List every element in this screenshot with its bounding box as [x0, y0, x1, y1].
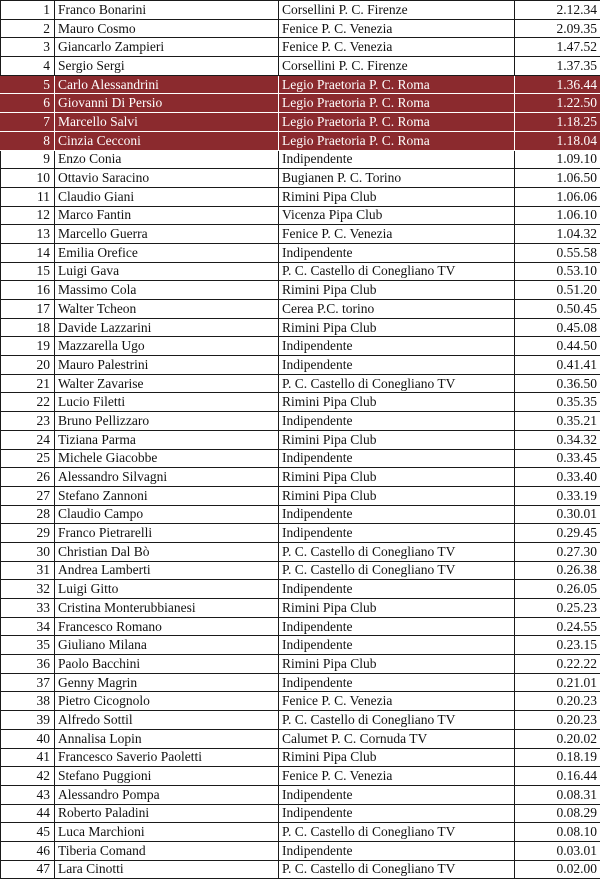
time-cell: 2.09.35 — [515, 19, 600, 38]
club-cell: P. C. Castello di Conegliano TV — [279, 860, 515, 879]
time-cell: 1.06.06 — [515, 187, 600, 206]
club-cell: Rimini Pipa Club — [279, 468, 515, 487]
time-cell: 0.22.22 — [515, 655, 600, 674]
time-cell: 1.18.25 — [515, 113, 600, 132]
club-cell: P. C. Castello di Conegliano TV — [279, 374, 515, 393]
rank-cell: 38 — [1, 692, 55, 711]
rank-cell: 12 — [1, 206, 55, 225]
name-cell: Roberto Paladini — [55, 804, 279, 823]
table-row — [1, 38, 600, 57]
table-row — [1, 150, 600, 169]
name-cell: Mauro Palestrini — [55, 356, 279, 375]
name-cell: Ottavio Saracino — [55, 169, 279, 188]
time-cell: 0.23.15 — [515, 636, 600, 655]
table-row — [1, 711, 600, 730]
table-row — [1, 75, 600, 94]
club-cell: Fenice P. C. Venezia — [279, 38, 515, 57]
rank-cell: 25 — [1, 449, 55, 468]
club-cell: Bugianen P. C. Torino — [279, 169, 515, 188]
time-cell: 0.21.01 — [515, 673, 600, 692]
time-cell: 1.47.52 — [515, 38, 600, 57]
rank-cell: 11 — [1, 187, 55, 206]
name-cell: Paolo Bacchini — [55, 655, 279, 674]
club-cell: Indipendente — [279, 804, 515, 823]
time-cell: 0.30.01 — [515, 505, 600, 524]
club-cell: P. C. Castello di Conegliano TV — [279, 262, 515, 281]
table-row — [1, 281, 600, 300]
time-cell: 0.44.50 — [515, 337, 600, 356]
rank-cell: 37 — [1, 673, 55, 692]
time-cell: 0.02.00 — [515, 860, 600, 879]
time-cell: 0.26.05 — [515, 580, 600, 599]
time-cell: 0.26.38 — [515, 561, 600, 580]
time-cell: 0.20.23 — [515, 692, 600, 711]
table-row — [1, 449, 600, 468]
name-cell: Walter Tcheon — [55, 300, 279, 319]
rank-cell: 7 — [1, 113, 55, 132]
rank-cell: 29 — [1, 524, 55, 543]
rank-cell: 5 — [1, 75, 55, 94]
club-cell: P. C. Castello di Conegliano TV — [279, 542, 515, 561]
name-cell: Lara Cinotti — [55, 860, 279, 879]
name-cell: Enzo Conia — [55, 150, 279, 169]
name-cell: Franco Pietrarelli — [55, 524, 279, 543]
club-cell: P. C. Castello di Conegliano TV — [279, 823, 515, 842]
time-cell: 0.51.20 — [515, 281, 600, 300]
rank-cell: 6 — [1, 94, 55, 113]
time-cell: 0.35.35 — [515, 393, 600, 412]
rank-cell: 20 — [1, 356, 55, 375]
time-cell: 0.08.10 — [515, 823, 600, 842]
club-cell: P. C. Castello di Conegliano TV — [279, 561, 515, 580]
club-cell: Rimini Pipa Club — [279, 486, 515, 505]
rank-cell: 34 — [1, 617, 55, 636]
table-row — [1, 486, 600, 505]
name-cell: Cinzia Cecconi — [55, 131, 279, 150]
name-cell: Carlo Alessandrini — [55, 75, 279, 94]
time-cell: 0.33.19 — [515, 486, 600, 505]
rank-cell: 26 — [1, 468, 55, 487]
name-cell: Genny Magrin — [55, 673, 279, 692]
table-row — [1, 94, 600, 113]
rank-cell: 36 — [1, 655, 55, 674]
table-row — [1, 337, 600, 356]
name-cell: Francesco Romano — [55, 617, 279, 636]
club-cell: Calumet P. C. Cornuda TV — [279, 729, 515, 748]
time-cell: 0.03.01 — [515, 841, 600, 860]
club-cell: Indipendente — [279, 580, 515, 599]
name-cell: Emilia Orefice — [55, 243, 279, 262]
table-row — [1, 300, 600, 319]
name-cell: Alfredo Sottil — [55, 711, 279, 730]
name-cell: Pietro Cicognolo — [55, 692, 279, 711]
time-cell: 1.37.35 — [515, 57, 600, 76]
time-cell: 0.41.41 — [515, 356, 600, 375]
name-cell: Mauro Cosmo — [55, 19, 279, 38]
club-cell: Legio Praetoria P. C. Roma — [279, 75, 515, 94]
table-row — [1, 131, 600, 150]
time-cell: 0.16.44 — [515, 767, 600, 786]
rank-cell: 19 — [1, 337, 55, 356]
club-cell: Fenice P. C. Venezia — [279, 692, 515, 711]
time-cell: 0.35.21 — [515, 412, 600, 431]
table-row — [1, 1, 600, 20]
name-cell: Marcello Guerra — [55, 225, 279, 244]
time-cell: 1.18.04 — [515, 131, 600, 150]
rank-cell: 31 — [1, 561, 55, 580]
time-cell: 0.33.40 — [515, 468, 600, 487]
club-cell: Corsellini P. C. Firenze — [279, 1, 515, 20]
club-cell: Rimini Pipa Club — [279, 748, 515, 767]
name-cell: Stefano Puggioni — [55, 767, 279, 786]
club-cell: Indipendente — [279, 449, 515, 468]
club-cell: Indipendente — [279, 524, 515, 543]
results-table-body — [1, 1, 600, 879]
table-row — [1, 412, 600, 431]
table-row — [1, 206, 600, 225]
table-row — [1, 356, 600, 375]
rank-cell: 32 — [1, 580, 55, 599]
rank-cell: 47 — [1, 860, 55, 879]
table-row — [1, 374, 600, 393]
table-row — [1, 225, 600, 244]
table-row — [1, 243, 600, 262]
table-row — [1, 468, 600, 487]
name-cell: Franco Bonarini — [55, 1, 279, 20]
time-cell: 0.55.58 — [515, 243, 600, 262]
table-row — [1, 187, 600, 206]
time-cell: 0.20.23 — [515, 711, 600, 730]
club-cell: Legio Praetoria P. C. Roma — [279, 94, 515, 113]
name-cell: Annalisa Lopin — [55, 729, 279, 748]
table-row — [1, 617, 600, 636]
club-cell: Cerea P.C. torino — [279, 300, 515, 319]
club-cell: Rimini Pipa Club — [279, 281, 515, 300]
name-cell: Alessandro Silvagni — [55, 468, 279, 487]
club-cell: Rimini Pipa Club — [279, 430, 515, 449]
club-cell: Rimini Pipa Club — [279, 318, 515, 337]
name-cell: Claudio Campo — [55, 505, 279, 524]
rank-cell: 2 — [1, 19, 55, 38]
rank-cell: 39 — [1, 711, 55, 730]
name-cell: Cristina Monterubbianesi — [55, 599, 279, 618]
name-cell: Luigi Gava — [55, 262, 279, 281]
table-row — [1, 262, 600, 281]
table-row — [1, 57, 600, 76]
time-cell: 1.36.44 — [515, 75, 600, 94]
table-row — [1, 636, 600, 655]
table-row — [1, 169, 600, 188]
time-cell: 0.53.10 — [515, 262, 600, 281]
rank-cell: 23 — [1, 412, 55, 431]
rank-cell: 30 — [1, 542, 55, 561]
table-row — [1, 561, 600, 580]
club-cell: Indipendente — [279, 841, 515, 860]
rank-cell: 1 — [1, 1, 55, 20]
name-cell: Bruno Pellizzaro — [55, 412, 279, 431]
table-row — [1, 767, 600, 786]
name-cell: Luigi Gitto — [55, 580, 279, 599]
table-row — [1, 655, 600, 674]
name-cell: Michele Giacobbe — [55, 449, 279, 468]
name-cell: Giancarlo Zampieri — [55, 38, 279, 57]
club-cell: Fenice P. C. Venezia — [279, 767, 515, 786]
time-cell: 1.04.32 — [515, 225, 600, 244]
rank-cell: 28 — [1, 505, 55, 524]
club-cell: Indipendente — [279, 785, 515, 804]
name-cell: Andrea Lamberti — [55, 561, 279, 580]
table-row — [1, 729, 600, 748]
time-cell: 1.06.50 — [515, 169, 600, 188]
table-row — [1, 505, 600, 524]
rank-cell: 43 — [1, 785, 55, 804]
rank-cell: 40 — [1, 729, 55, 748]
club-cell: Rimini Pipa Club — [279, 655, 515, 674]
club-cell: Indipendente — [279, 150, 515, 169]
name-cell: Walter Zavarise — [55, 374, 279, 393]
rank-cell: 17 — [1, 300, 55, 319]
club-cell: Rimini Pipa Club — [279, 187, 515, 206]
name-cell: Davide Lazzarini — [55, 318, 279, 337]
name-cell: Luca Marchioni — [55, 823, 279, 842]
name-cell: Alessandro Pompa — [55, 785, 279, 804]
time-cell: 1.09.10 — [515, 150, 600, 169]
table-row — [1, 823, 600, 842]
rank-cell: 35 — [1, 636, 55, 655]
rank-cell: 21 — [1, 374, 55, 393]
club-cell: Indipendente — [279, 412, 515, 431]
rank-cell: 24 — [1, 430, 55, 449]
time-cell: 0.45.08 — [515, 318, 600, 337]
table-row — [1, 430, 600, 449]
rank-cell: 13 — [1, 225, 55, 244]
time-cell: 0.24.55 — [515, 617, 600, 636]
time-cell: 0.20.02 — [515, 729, 600, 748]
rank-cell: 15 — [1, 262, 55, 281]
time-cell: 0.36.50 — [515, 374, 600, 393]
rank-cell: 14 — [1, 243, 55, 262]
rank-cell: 8 — [1, 131, 55, 150]
table-row — [1, 785, 600, 804]
rank-cell: 27 — [1, 486, 55, 505]
table-row — [1, 524, 600, 543]
name-cell: Lucio Filetti — [55, 393, 279, 412]
club-cell: Indipendente — [279, 636, 515, 655]
club-cell: Indipendente — [279, 337, 515, 356]
club-cell: Fenice P. C. Venezia — [279, 225, 515, 244]
time-cell: 0.34.32 — [515, 430, 600, 449]
club-cell: Vicenza Pipa Club — [279, 206, 515, 225]
club-cell: Indipendente — [279, 356, 515, 375]
club-cell: Indipendente — [279, 673, 515, 692]
table-row — [1, 580, 600, 599]
rank-cell: 44 — [1, 804, 55, 823]
rank-cell: 18 — [1, 318, 55, 337]
table-row — [1, 692, 600, 711]
rank-cell: 3 — [1, 38, 55, 57]
rank-cell: 41 — [1, 748, 55, 767]
name-cell: Massimo Cola — [55, 281, 279, 300]
name-cell: Marco Fantin — [55, 206, 279, 225]
table-row — [1, 841, 600, 860]
time-cell: 0.25.23 — [515, 599, 600, 618]
name-cell: Claudio Giani — [55, 187, 279, 206]
time-cell: 0.27.30 — [515, 542, 600, 561]
table-row — [1, 860, 600, 879]
rank-cell: 10 — [1, 169, 55, 188]
time-cell: 0.50.45 — [515, 300, 600, 319]
table-row — [1, 673, 600, 692]
club-cell: Legio Praetoria P. C. Roma — [279, 131, 515, 150]
name-cell: Giuliano Milana — [55, 636, 279, 655]
name-cell: Sergio Sergi — [55, 57, 279, 76]
name-cell: Francesco Saverio Paoletti — [55, 748, 279, 767]
time-cell: 0.33.45 — [515, 449, 600, 468]
rank-cell: 16 — [1, 281, 55, 300]
rank-cell: 22 — [1, 393, 55, 412]
club-cell: P. C. Castello di Conegliano TV — [279, 711, 515, 730]
name-cell: Giovanni Di Persio — [55, 94, 279, 113]
rank-cell: 46 — [1, 841, 55, 860]
rank-cell: 33 — [1, 599, 55, 618]
table-row — [1, 318, 600, 337]
name-cell: Tiziana Parma — [55, 430, 279, 449]
club-cell: Corsellini P. C. Firenze — [279, 57, 515, 76]
time-cell: 0.29.45 — [515, 524, 600, 543]
club-cell: Rimini Pipa Club — [279, 599, 515, 618]
name-cell: Stefano Zannoni — [55, 486, 279, 505]
table-row — [1, 599, 600, 618]
club-cell: Fenice P. C. Venezia — [279, 19, 515, 38]
table-row — [1, 542, 600, 561]
name-cell: Christian Dal Bò — [55, 542, 279, 561]
rank-cell: 9 — [1, 150, 55, 169]
table-row — [1, 748, 600, 767]
table-row — [1, 393, 600, 412]
time-cell: 0.08.31 — [515, 785, 600, 804]
club-cell: Indipendente — [279, 505, 515, 524]
name-cell: Tiberia Comand — [55, 841, 279, 860]
table-row — [1, 804, 600, 823]
rank-cell: 42 — [1, 767, 55, 786]
time-cell: 0.18.19 — [515, 748, 600, 767]
rank-cell: 4 — [1, 57, 55, 76]
rank-cell: 45 — [1, 823, 55, 842]
time-cell: 1.06.10 — [515, 206, 600, 225]
name-cell: Mazzarella Ugo — [55, 337, 279, 356]
name-cell: Marcello Salvi — [55, 113, 279, 132]
club-cell: Indipendente — [279, 617, 515, 636]
club-cell: Indipendente — [279, 243, 515, 262]
time-cell: 0.08.29 — [515, 804, 600, 823]
club-cell: Legio Praetoria P. C. Roma — [279, 113, 515, 132]
club-cell: Rimini Pipa Club — [279, 393, 515, 412]
time-cell: 2.12.34 — [515, 1, 600, 20]
table-row — [1, 19, 600, 38]
table-row — [1, 113, 600, 132]
time-cell: 1.22.50 — [515, 94, 600, 113]
